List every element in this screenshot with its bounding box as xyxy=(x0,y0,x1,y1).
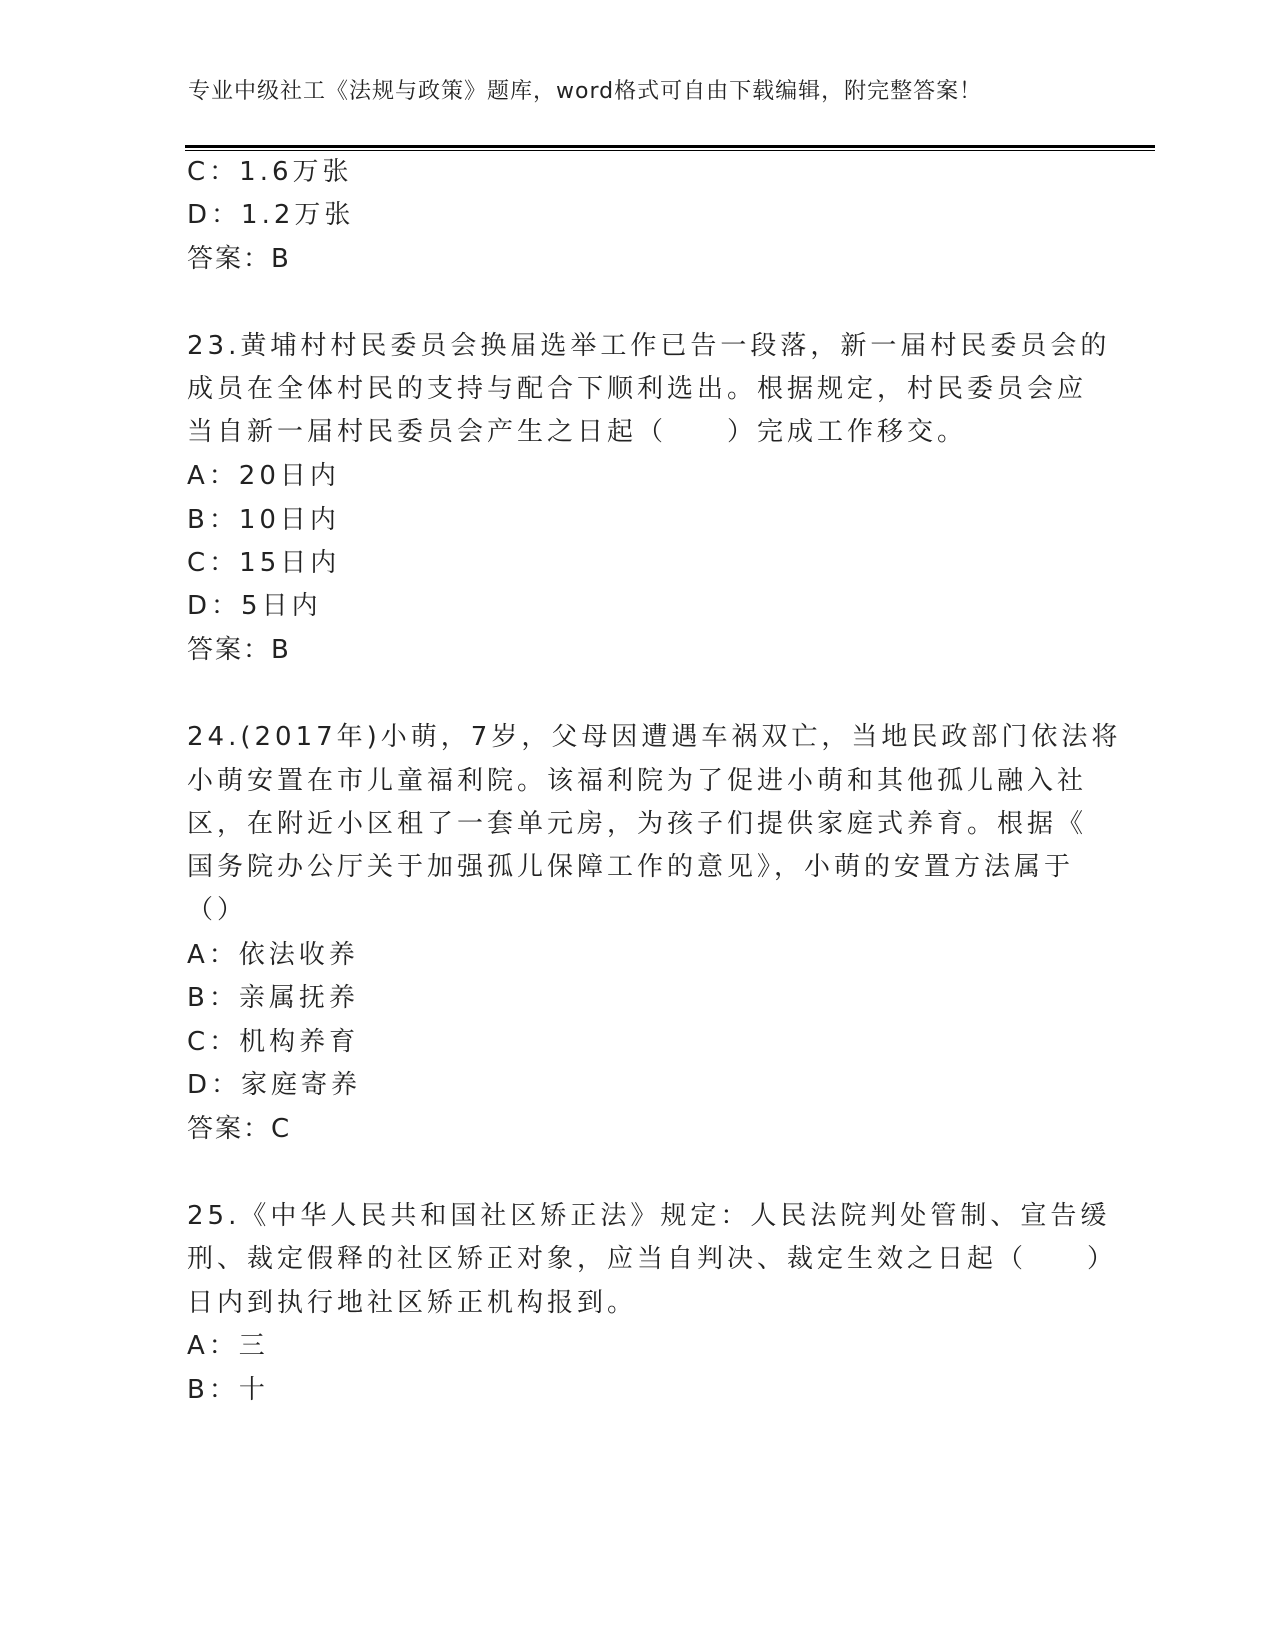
header-rule-thin xyxy=(185,150,1155,151)
question-24-option-b: B：亲属抚养 xyxy=(187,983,359,1013)
question-25-option-b: B：十 xyxy=(187,1375,269,1405)
question-24-stem-line-4: 国务院办公厅关于加强孤儿保障工作的意见》，小萌的安置方法属于 xyxy=(187,852,1075,882)
question-23-option-b: B：10日内 xyxy=(187,505,340,535)
page-header: 专业中级社工《法规与政策》题库，word格式可自由下载编辑，附完整答案！ xyxy=(188,79,983,104)
question-23-option-a: A：20日内 xyxy=(187,461,340,491)
option-c: C：1.6万张 xyxy=(187,157,353,187)
question-24-stem-line-2: 小萌安置在市儿童福利院。该福利院为了促进小萌和其他孤儿融入社 xyxy=(187,766,1088,796)
question-23-option-d: D：5日内 xyxy=(187,591,322,621)
question-24-option-a: A：依法收养 xyxy=(187,940,359,970)
question-25-stem-line-1: 25.《中华人民共和国社区矫正法》规定：人民法院判处管制、宣告缓 xyxy=(187,1201,1111,1231)
question-24-answer: 答案：C xyxy=(187,1114,292,1144)
option-d: D：1.2万张 xyxy=(187,200,355,230)
header-rule-thick xyxy=(185,145,1155,148)
question-24-option-d: D：家庭寄养 xyxy=(187,1070,362,1100)
question-23-answer: 答案：B xyxy=(187,635,291,665)
question-25-option-a: A：三 xyxy=(187,1331,269,1361)
question-24-stem-line-3: 区，在附近小区租了一套单元房，为孩子们提供家庭式养育。根据《 xyxy=(187,809,1088,839)
question-24-stem-line-1: 24.(2017年)小萌，7岁，父母因遭遇车祸双亡，当地民政部门依法将 xyxy=(187,722,1122,752)
question-23-stem-line-1: 23.黄埔村村民委员会换届选举工作已告一段落，新一届村民委员会的 xyxy=(187,331,1111,361)
question-23-stem-line-3: 当自新一届村民委员会产生之日起（ ）完成工作移交。 xyxy=(187,417,968,447)
question-23-stem-line-2: 成员在全体村民的支持与配合下顺利选出。根据规定，村民委员会应 xyxy=(187,374,1088,404)
question-23-option-c: C：15日内 xyxy=(187,548,341,578)
question-25-stem-line-2: 刑、裁定假释的社区矫正对象，应当自判决、裁定生效之日起（ ） xyxy=(187,1244,1118,1274)
answer: 答案：B xyxy=(187,244,291,274)
question-25-stem-line-3: 日内到执行地社区矫正机构报到。 xyxy=(187,1288,638,1318)
question-24-stem-line-5: （） xyxy=(187,895,248,925)
question-24-option-c: C：机构养育 xyxy=(187,1027,360,1057)
